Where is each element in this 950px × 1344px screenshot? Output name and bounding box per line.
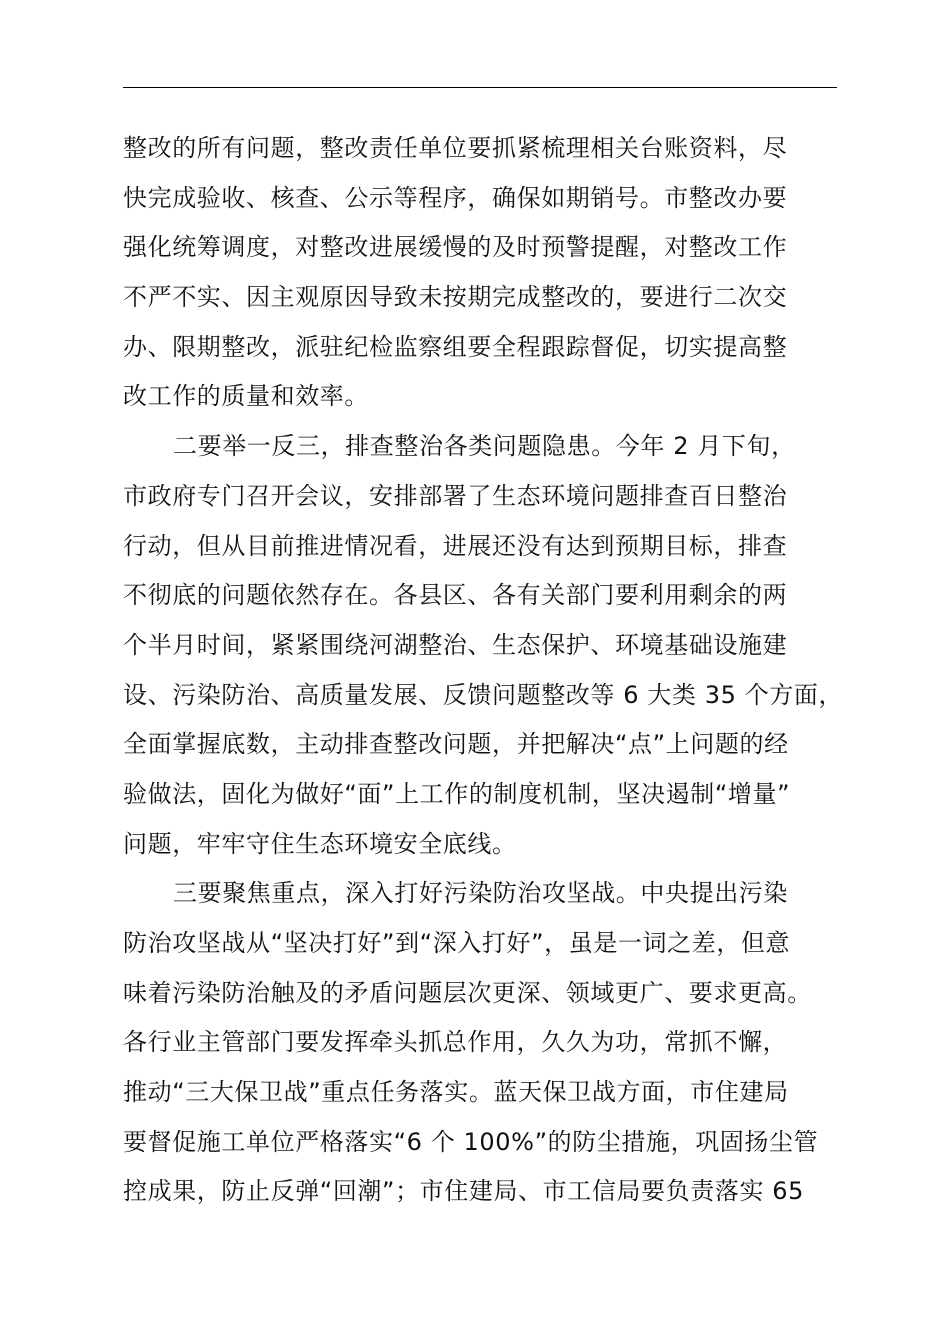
text-line: 要督促施工单位严格落实“6 个 100%”的防尘措施，巩固扬尘管 bbox=[123, 1127, 819, 1156]
text-line: 设、污染防治、高质量发展、反馈问题整改等 6 大类 35 个方面， bbox=[123, 680, 844, 709]
text-line: 改工作的质量和效率。 bbox=[123, 382, 369, 411]
text-line: 防治攻坚战从“坚决打好”到“深入打好”，虽是一词之差，但意 bbox=[123, 929, 791, 957]
text-line: 味着污染防治触及的矛盾问题层次更深、领域更广、要求更高。 bbox=[123, 978, 812, 1007]
text-line: 全面掌握底数，主动排查整改问题，并把解决“点”上问题的经 bbox=[123, 730, 789, 759]
paragraph-start-line: 二要举一反三，排查整治各类问题隐患。今年 2 月下旬， bbox=[173, 432, 796, 461]
header-rule bbox=[123, 87, 837, 88]
text-line: 问题，牢牢守住生态环境安全底线。 bbox=[123, 829, 517, 858]
text-line: 不彻底的问题依然存在。各县区、各有关部门要利用剩余的两 bbox=[123, 581, 788, 610]
text-line: 办、限期整改，派驻纪检监察组要全程跟踪督促，切实提高整 bbox=[123, 332, 788, 361]
text-line: 个半月时间，紧紧围绕河湖整治、生态保护、环境基础设施建 bbox=[123, 630, 788, 659]
paragraph-start-line: 三要聚焦重点，深入打好污染防治攻坚战。中央提出污染 bbox=[173, 879, 788, 908]
text-line: 各行业主管部门要发挥牵头抓总作用，久久为功，常抓不懈， bbox=[123, 1028, 788, 1057]
text-line: 不严不实、因主观原因导致未按期完成整改的，要进行二次交 bbox=[123, 283, 788, 312]
text-line: 行动，但从目前推进情况看，进展还没有达到预期目标，排查 bbox=[123, 531, 788, 560]
text-line: 验做法，固化为做好“面”上工作的制度机制，坚决遏制“增量” bbox=[123, 779, 791, 808]
text-line: 强化统筹调度，对整改进展缓慢的及时预警提醒，对整改工作 bbox=[123, 233, 788, 262]
text-line: 控成果，防止反弹“回潮”；市住建局、市工信局要负责落实 65 bbox=[123, 1177, 805, 1206]
text-line: 市政府专门召开会议，安排部署了生态环境问题排查百日整治 bbox=[123, 481, 788, 510]
text-line: 快完成验收、核查、公示等程序，确保如期销号。市整改办要 bbox=[123, 183, 788, 212]
body-text bbox=[123, 124, 863, 1217]
text-line: 整改的所有问题，整改责任单位要抓紧梳理相关台账资料，尽 bbox=[123, 134, 788, 162]
text-line: 推动“三大保卫战”重点任务落实。蓝天保卫战方面，市住建局 bbox=[123, 1078, 789, 1107]
